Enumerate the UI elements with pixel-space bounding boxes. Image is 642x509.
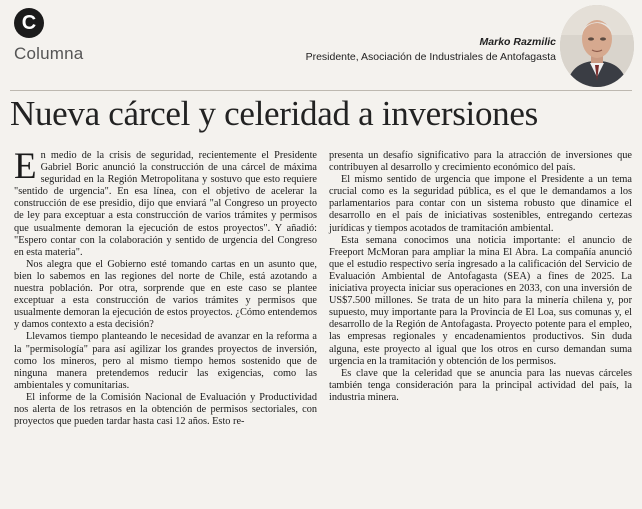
headline: Nueva cárcel y celeridad a inversiones	[10, 94, 538, 133]
paragraph: Es clave que la celeridad que se anuncia para las nuevas cárceles también tenga consideración para la principal actividad del país, la industria minera.	[329, 367, 632, 403]
article-column-2	[329, 150, 632, 505]
paragraph	[14, 146, 317, 259]
article-body	[14, 146, 632, 505]
section-label: Columna	[14, 44, 84, 63]
article-column-1	[14, 146, 317, 505]
article-header	[0, 0, 642, 92]
header-divider	[10, 90, 632, 91]
paragraph: presenta un desafío significativo para la atracción de inversiones que contribuyen al desarrollo y crecimiento económico del país.	[329, 150, 632, 174]
author-photo	[560, 5, 634, 87]
author-block	[306, 36, 556, 63]
author-role: Presidente, Asociación de Industriales de Antofagasta	[305, 51, 556, 63]
paragraph: Nos alegra que el Gobierno esté tomando cartas en un asunto que, bien lo sabemos en las regiones del norte de Chile, está azotando a nuestra población. Por otra, sorprende que en este caso se plantee exceptuar a esta construcción de varios trámites y permisos que usualmente demoran la ejecución de estos proyectos. ¿Cómo entendemos y damos contexto a esta decisión?	[14, 258, 317, 331]
column-badge-icon: C	[14, 8, 44, 38]
drop-cap: E	[14, 146, 37, 187]
author-name: Marko Razmilic	[479, 36, 556, 48]
paragraph: El informe de la Comisión Nacional de Evaluación y Productividad nos alerta de los retrasos en la obtención de permisos sectoriales, con proyectos que pueden tardar hasta casi 12 años. Esto re-	[14, 391, 317, 428]
paragraph-text: n medio de la crisis de seguridad, recientemente el Presidente Gabriel Boric anunció la construcción de una cárcel de máxima seguridad en la Región Metropolitana y sostuvo que esto requiere "sentido de urgencia". En esa línea, con el objetivo de acelerar la construcción de ese presidio, dijo que enviará "al Congreso un proyecto de ley para exceptuar a esta construcción de varios trámites y permisos que usualmente demoran la ejecución de estos proyectos". Y añadió: "Espero contar con la colaboración y sentido de urgencia del Congreso en esta materia".	[14, 150, 317, 258]
paragraph: Esta semana conocimos una noticia importante: el anuncio de Freeport McMoran para ampliar la mina El Abra. La compañía anunció que el estudio respectivo sería ingresado a la calificación del Servicio de Evaluación Ambiental de Antofagasta (SEA) a fines de 2025. La iniciativa proyecta iniciar sus operaciones en 2033, con una inversión de US$7.500 millones. Se trata de un hito para la minería chilena y, por supuesto, muy importante para la Provincia de El Loa, sus comunas y, el desarrollo de la Región de Antofagasta. Proyecto potente para el empleo, las empresas regionales y encadenamientos productivos. Sin duda alguna, este proyecto al igual que los otros en curso demandan suma urgencia en la tramitación y obtención de los permisos.	[329, 234, 632, 367]
paragraph: Llevamos tiempo planteando le necesidad de avanzar en la reforma a la "permisología" para así agilizar los grandes proyectos de inversión, como los mineros, pero al mismo tiempo hemos sostenido que de ninguna manera pretendemos reducir las exigencias, como las ambientales y comunitarias.	[14, 331, 317, 391]
paragraph: El mismo sentido de urgencia que impone el Presidente a un tema crucial como es la seguridad pública, es el que le demandamos a los parlamentarios para contar con un sistema robusto que dinamice el desarrollo en el país de iniciativas sostenibles, entregando certezas jurídicas y tiempos acotados de tramitación ambiental.	[329, 174, 632, 234]
